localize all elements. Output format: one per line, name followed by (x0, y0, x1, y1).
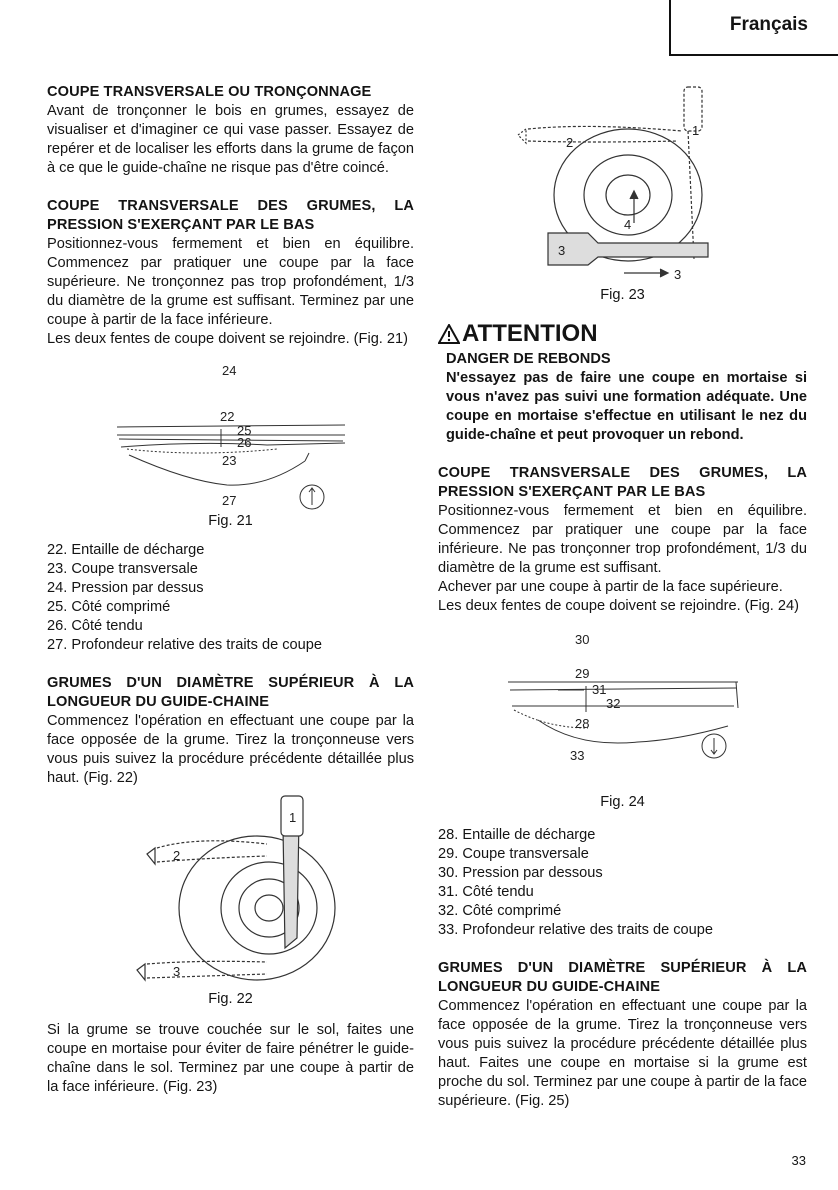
fig22-label-2: 2 (173, 848, 181, 863)
list-item: 29. Coupe transversale (438, 846, 589, 862)
list-item: 27. Profondeur relative des traits de coupe (47, 637, 323, 653)
fig24-label-33: 33 (570, 748, 585, 763)
figure-24-illustration (438, 616, 807, 791)
fig21-label-25: 25 (237, 423, 252, 438)
figure-23-illustration (438, 83, 807, 283)
section-title-cross-cutting: COUPE TRANSVERSALE OU TRONÇONNAGE (47, 84, 372, 100)
figure-22 (47, 788, 414, 1013)
fig24-caption: Fig. 24 (600, 794, 645, 810)
section-title-underside-pressure-2: COUPE TRANSVERSALE DES GRUMES, LA PRESSION S'EXERÇANT PAR LE BAS (438, 465, 807, 500)
fig21-legend (47, 541, 414, 655)
right-column (438, 83, 807, 1111)
list-item: 22. Entaille de décharge (47, 542, 205, 558)
section-text-large-log-2: Commencez l'opération en effectuant une coupe par la face opposée de la grume. Tirez la tronçonneuse vers vous puis suivez la procédure précédente détaillée plus haut. Faites une coupe en mortaise si la grume est proche du sol. Terminez par une coupe à partir de la face supérieure. (Fig. 25) (438, 998, 807, 1109)
fig24-label-28: 28 (575, 716, 590, 731)
fig23-label-4: 4 (624, 217, 632, 232)
figure-21-illustration (47, 349, 414, 529)
fig21-label-23: 23 (222, 453, 237, 468)
section-title-underside-pressure: COUPE TRANSVERSALE DES GRUMES, LA PRESSION S'EXERÇANT PAR LE BAS (47, 198, 414, 233)
list-item: 32. Côté comprimé (438, 903, 562, 919)
fig24-label-30: 30 (575, 632, 590, 647)
fig21-label-27: 27 (222, 493, 237, 508)
fig24-label-31: 31 (592, 682, 607, 697)
language-tab (669, 0, 838, 56)
warning-subtitle: DANGER DE REBONDS (446, 351, 611, 367)
fig23-label-3: 3 (558, 243, 566, 258)
section-text-underside-join: Les deux fentes de coupe doivent se rejoindre. (Fig. 21) (47, 331, 409, 347)
list-item: 24. Pression par dessus (47, 580, 204, 596)
figure-21 (47, 349, 414, 529)
fig21-label-22: 22 (220, 409, 235, 424)
list-item: 33. Profondeur relative des traits de coupe (438, 922, 714, 938)
warning-text: N'essayez pas de faire une coupe en mortaise si vous n'avez pas suivi une formation adéquate. Une coupe en mortaise s'effectue en utilisant le nez du guide-chaîne et peut provoquer un rebond. (446, 370, 807, 443)
fig21-label-24: 24 (222, 363, 237, 378)
section-text-finish-top: Achever par une coupe à partir de la face supérieure. (438, 579, 783, 595)
fig22-caption: Fig. 22 (208, 991, 253, 1007)
fig24-label-29: 29 (575, 666, 590, 681)
list-item: 28. Entaille de décharge (438, 827, 596, 843)
fig22-label-1: 1 (289, 810, 297, 825)
fig24-label-32: 32 (606, 696, 621, 711)
left-column (47, 83, 414, 1097)
warning-body (438, 350, 807, 445)
fig22-label-3: 3 (173, 964, 181, 979)
list-item: 31. Côté tendu (438, 884, 534, 900)
section-title-large-log: GRUMES D'UN DIAMÈTRE SUPÉRIEUR À LA LONGUEUR DU GUIDE-CHAINE (47, 675, 414, 710)
fig21-label-26: 26 (237, 435, 252, 450)
warning-heading (438, 320, 807, 348)
list-item: 30. Pression par dessous (438, 865, 603, 881)
language-label: Français (729, 14, 808, 35)
section-text-underside-pressure-2: Positionnez-vous fermement et bien en équilibre. Commencez par pratiquer une coupe par la face inférieure. Ne pas tronçonner trop profondément, 1/3 du diamètre de la grume est suffisant. (438, 503, 807, 576)
section-text-large-log: Commencez l'opération en effectuant une coupe par la face opposée de la grume. Tirez la tronçonneuse vers vous puis suivez la procédure précédente détaillée plus haut. (Fig. 22) (47, 713, 414, 786)
figure-23 (438, 83, 807, 308)
warning-triangle-icon (438, 324, 460, 344)
section-title-large-log-2: GRUMES D'UN DIAMÈTRE SUPÉRIEUR À LA LONGUEUR DU GUIDE-CHAINE (438, 960, 807, 995)
figure-24 (438, 616, 807, 814)
section-text-underside-pressure: Positionnez-vous fermement et bien en équilibre. Commencez par pratiquer une coupe par la face supérieure. Ne tronçonnez pas trop profondément, 1/3 du diamètre de la grume est suffisant. Terminez par une coupe à partir de la face inférieure. (47, 236, 414, 328)
list-item: 26. Côté tendu (47, 618, 143, 634)
fig24-legend (438, 826, 807, 940)
warning-title: ATTENTION (462, 320, 598, 347)
fig23-label-2: 2 (566, 135, 574, 150)
section-text-join-2: Les deux fentes de coupe doivent se rejoindre. (Fig. 24) (438, 598, 800, 614)
fig23-caption: Fig. 23 (600, 287, 645, 303)
fig23-label-3b: 3 (674, 267, 682, 282)
figure-22-illustration (47, 788, 414, 993)
list-item: 25. Côté comprimé (47, 599, 171, 615)
section-text-cross-cutting: Avant de tronçonner le bois en grumes, essayez de visualiser et d'imaginer ce qui vase passer. Essayez de repérer et de localiser les efforts dans la grume de façon à ce que le guide-chaîne ne risque pas d'être coincé. (47, 103, 414, 176)
fig23-label-1: 1 (692, 123, 700, 138)
page-number: 33 (791, 1153, 806, 1168)
list-item: 23. Coupe transversale (47, 561, 198, 577)
section-text-log-on-ground: Si la grume se trouve couchée sur le sol, faites une coupe en mortaise pour éviter de faire pénétrer le guide-chaîne dans le sol. Terminez par une coupe à partir de la face inférieure. (Fig. 23) (47, 1022, 414, 1095)
fig21-caption: Fig. 21 (208, 513, 253, 529)
